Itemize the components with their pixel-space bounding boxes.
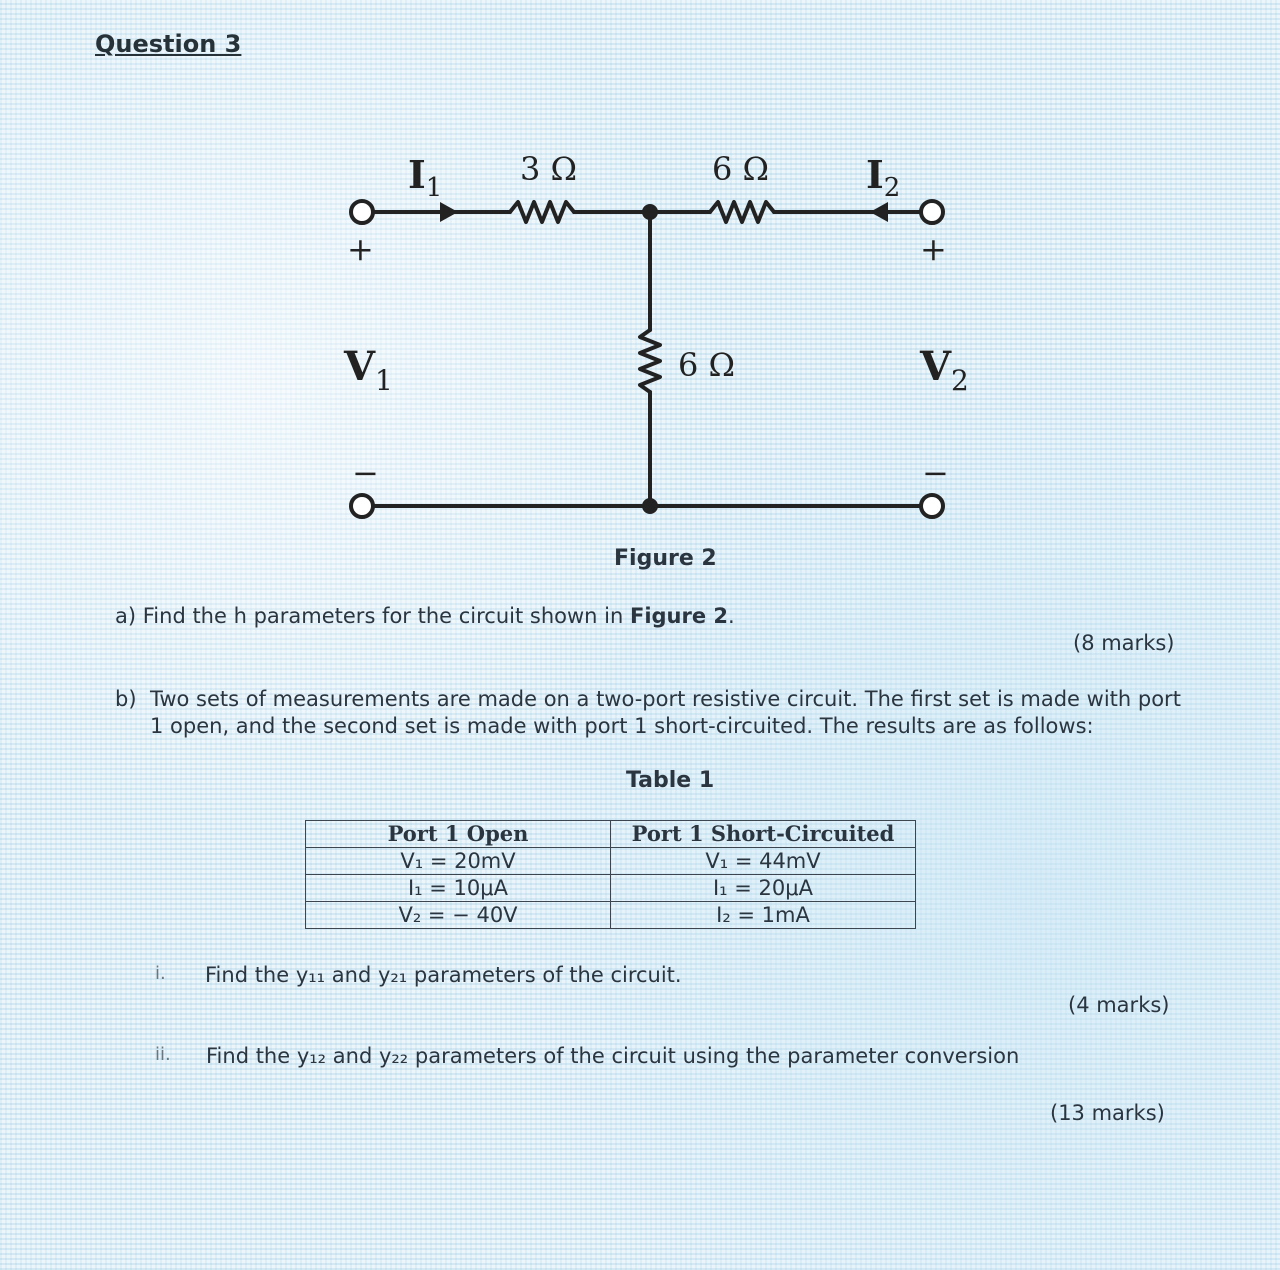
item-ii-marks: (13 marks) xyxy=(1050,1101,1165,1125)
item-i-number: i. xyxy=(155,963,166,984)
current-arrow-i1 xyxy=(440,202,458,222)
part-b-text: Two sets of measurements are made on a two-port resistive circuit. The first set is made with port 1 open, and the second set is made with port 1 short-circuited. The results are as follows: xyxy=(150,687,1181,738)
label-i2: $I_2$ xyxy=(866,152,901,203)
part-a-question xyxy=(115,603,735,630)
part-a-text: Find the h parameters for the circuit shown in xyxy=(142,604,630,628)
part-a-figure-ref: Figure 2 xyxy=(629,604,729,628)
label-r-right: 6 Ω xyxy=(712,150,770,188)
table-row xyxy=(306,848,916,875)
item-i-marks: (4 marks) xyxy=(1068,993,1170,1017)
table-header-row xyxy=(306,821,916,848)
current-arrow-i2 xyxy=(870,202,888,222)
label-r-left: 3 Ω xyxy=(520,150,578,188)
part-b-label: b) xyxy=(115,687,137,711)
resistor-6ohm-series xyxy=(710,202,774,222)
label-r-shunt: 6 Ω xyxy=(678,346,736,384)
table-cell: V₁ = 20mV xyxy=(306,848,611,875)
label-v2: $V_2$ xyxy=(920,343,969,397)
question-heading: Question 3 xyxy=(95,30,242,58)
table-cell: I₂ = 1mA xyxy=(611,902,916,929)
table-cell: V₂ = − 40V xyxy=(306,902,611,929)
label-plus-port1: + xyxy=(347,230,374,268)
item-ii-text: Find the y₁₂ and y₂₂ parameters of the circuit using the parameter conversion xyxy=(206,1044,1020,1068)
label-minus-port2: − xyxy=(922,454,949,492)
item-ii-number: ii. xyxy=(155,1044,171,1065)
measurements-table xyxy=(305,820,916,929)
label-i1: $I_1$ xyxy=(408,152,443,203)
part-a-label: a) xyxy=(115,604,137,628)
table-row xyxy=(306,902,916,929)
resistor-3ohm xyxy=(510,202,574,222)
table-cell: I₁ = 10μA xyxy=(306,875,611,902)
table-row xyxy=(306,875,916,902)
junction-bottom xyxy=(642,498,658,514)
item-i-text: Find the y₁₁ and y₂₁ parameters of the circuit. xyxy=(205,963,682,987)
part-a-text-end: . xyxy=(728,604,735,628)
junction-top xyxy=(642,204,658,220)
part-a-marks: (8 marks) xyxy=(1073,631,1175,655)
label-v1: $V_1$ xyxy=(344,343,393,397)
resistor-6ohm-shunt xyxy=(640,330,660,392)
terminal-port1-top xyxy=(351,201,373,223)
table-cell: V₁ = 44mV xyxy=(611,848,916,875)
table-header-cell: Port 1 Short-Circuited xyxy=(611,821,916,848)
table-cell: I₁ = 20μA xyxy=(611,875,916,902)
circuit-diagram xyxy=(330,140,990,540)
terminal-port2-top xyxy=(921,201,943,223)
figure-caption: Figure 2 xyxy=(614,546,717,571)
terminal-port2-bottom xyxy=(921,495,943,517)
label-plus-port2: + xyxy=(920,230,947,268)
table-caption: Table 1 xyxy=(626,768,715,793)
table-header-cell: Port 1 Open xyxy=(306,821,611,848)
terminal-port1-bottom xyxy=(351,495,373,517)
label-minus-port1: − xyxy=(352,454,379,492)
